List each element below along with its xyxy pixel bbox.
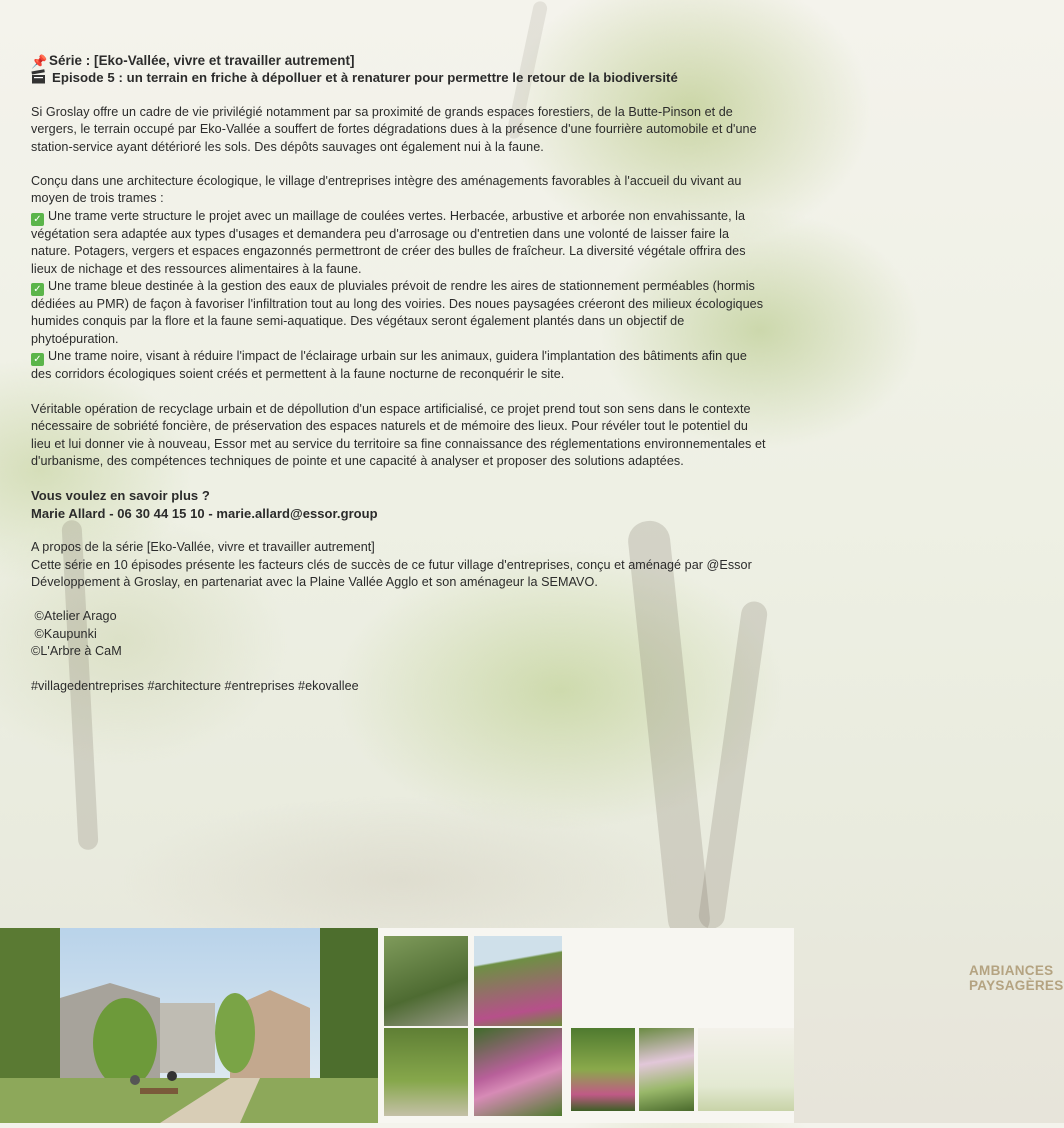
trame-noire: ✓ Une trame noire, visant à réduire l'impact de l'éclairage urbain sur les animaux, guidera l'implantation des bâtiments afin que des corridors écologiques soient créés et permettent à la faune nocturne de reconquérir le site. (31, 349, 747, 382)
paragraph-2-intro: Conçu dans une architecture écologique, le village d'entreprises intègre des aménagements favorables à l'accueil du vivant au moyen de trois trames : (31, 174, 742, 206)
landscape-photo (571, 1028, 635, 1111)
hashtags: #villagedentreprises #architecture #entreprises #ekovallee (31, 678, 359, 693)
pushpin-icon: 📌 (31, 54, 48, 69)
episode-title: Episode 5 : un terrain en friche à dépolluer et à renaturer pour permettre le retour de la biodiversité (31, 69, 766, 86)
contact-line[interactable]: Marie Allard - 06 30 44 15 10 - marie.allard@essor.group (31, 505, 378, 521)
landscape-sketch (698, 1028, 794, 1111)
check-mark-icon: ✓ (31, 353, 44, 366)
about-heading: A propos de la série [Eko-Vallée, vivre et travailler autrement] (31, 540, 375, 555)
trame-verte: ✓ Une trame verte structure le projet avec un maillage de coulées vertes. Herbacée, arbustive et arborée non envahissante, la végétation sera adaptée aux types d'usages et demandera peu d'arrosage ou d'entretien dans une volonté de laisser faire la nature. Potagers, vergers et espaces engazonnés permettront de créer des bulles de fraîcheur. La diversité végétale offrira des lieux de nichage et des ressources alimentaires à la faune. (31, 208, 746, 276)
contact-heading: Vous voulez en savoir plus ? (31, 488, 210, 504)
paragraph-1: Si Groslay offre un cadre de vie privilégié notamment par sa proximité de grands espaces forestiers, de la Butte-Pinson et de vergers, le terrain occupé par Eko-Vallée a souffert de fortes dégradations dues à la présence d'une fourrière automobile et d'une station-service ayant détérioré les sols. Des dépôts sauvages ont également nui à la faune. (31, 104, 757, 154)
landscape-ambiance-board (378, 928, 1064, 1123)
trame-bleue: ✓ Une trame bleue destinée à la gestion des eaux de pluviales prévoit de rendre les aires de stationnement perméables (hormis dédiées au PMR) de façon à favoriser l'infiltration tout au long des voiries. Des noues paysagées créeront des milieux écologiques humides conquis par la flore et la faune semi-aquatique. Des végétaux seront également plantés dans un objectif de phytoépuration. (31, 279, 764, 346)
photo-strip (0, 928, 1064, 1123)
village-rendering-image (0, 928, 378, 1123)
landscape-photo (384, 1028, 468, 1116)
paragraph-3: Véritable opération de recyclage urbain et de dépollution d'un espace artificialisé, ce projet prend tout son sens dans le contexte nécessaire de sobriété foncière, de préservation des espaces naturels et de mémoire des lieux. Pour révéler tout le potentiel du lieu et lui donner vie à nouveau, Essor met au service du territoire sa fine connaissance des réglementations environnementales et d'urbanisme, des compétences techniques de pointe et une capacité à analyser et proposer des solutions adaptées. (31, 401, 766, 468)
about-text: Cette série en 10 épisodes présente les facteurs clés de succès de ce futur village d'entreprises, conçu et aménagé par @Essor Développement à Groslay, en partenariat avec la Plaine Vallée Agglo et son aménageur la SEMAVO. (31, 557, 752, 589)
credit-line: ©Kaupunki (31, 626, 97, 641)
landscape-photo (639, 1028, 694, 1111)
credit-line: ©Atelier Arago (31, 609, 117, 624)
clapperboard-icon (31, 71, 46, 84)
landscape-photo (384, 936, 468, 1026)
landscape-photo (474, 936, 562, 1026)
landscape-photo (474, 1028, 562, 1116)
article-body (31, 52, 766, 695)
credit-line: ©L'Arbre à CaM (31, 644, 122, 659)
series-title: 📌 Série : [Eko-Vallée, vivre et travailler autrement] (31, 53, 355, 69)
check-mark-icon: ✓ (31, 213, 44, 226)
board-title: AMBIANCES PAYSAGÈRES (969, 963, 1064, 993)
check-mark-icon: ✓ (31, 283, 44, 296)
